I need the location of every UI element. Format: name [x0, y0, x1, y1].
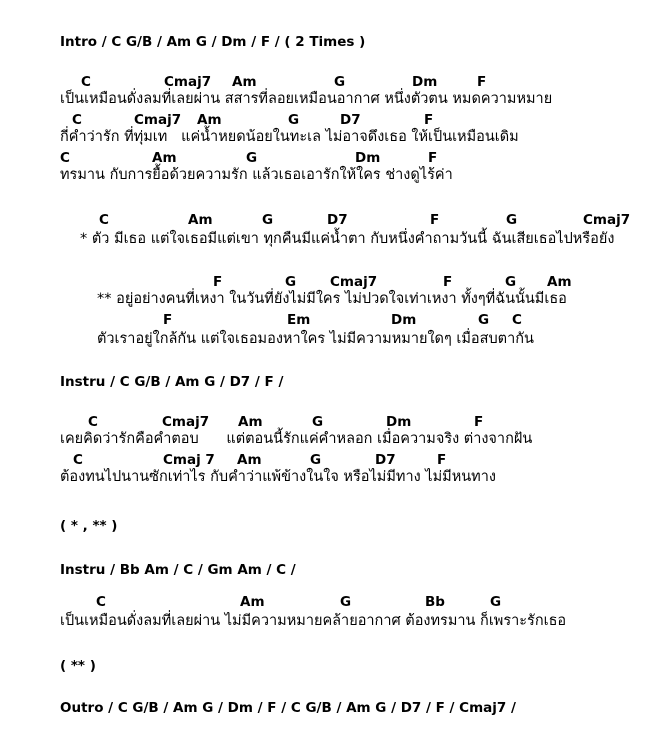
chord-label: Am	[240, 594, 265, 610]
chord-label: F	[430, 212, 440, 228]
lyric-line: ตัวเราอยู่ใกล้กัน แต่ใจเธอมองหาใคร ไม่มีความหมายใดๆ เมื่อสบตากัน	[97, 331, 534, 347]
repeat-marker: ( ** )	[60, 658, 96, 674]
chord-row	[0, 594, 670, 610]
lyric-line: ** อยู่อย่างคนที่เหงา ในวันที่ยังไม่มีใคร ไม่ปวดใจเท่าเหงา ทั้งๆที่ฉันนั้นมีเธอ	[97, 291, 567, 307]
chord-label: F	[163, 312, 173, 328]
chord-label: G	[262, 212, 274, 228]
chord-label: Dm	[412, 74, 438, 90]
chord-label: C	[81, 74, 91, 90]
section-progression: / C G/B / Am G / Dm / F / C G/B / Am G / D7 / F / Cmaj7 /	[103, 700, 516, 716]
lyric-line: เป็นเหมือนดั่งลมที่เลยผ่าน ไม่มีความหมายคล้ายอากาศ ต้องทรมาน ก็เพราะรักเธอ	[60, 613, 567, 629]
chord-label: Em	[287, 312, 311, 328]
chord-label: G	[490, 594, 502, 610]
chord-label: C	[72, 112, 82, 128]
chord-row	[0, 150, 670, 166]
section-progression: / Bb Am / C / Gm Am / C /	[105, 562, 296, 578]
chord-label: Cmaj 7	[163, 452, 215, 468]
lyric-line: ต้องทนไปนานซักเท่าไร กับคำว่าแพ้ข้างในใจ หรือไม่มีทาง ไม่มีหนทาง	[60, 469, 496, 485]
lyric-line: เคยคิดว่ารักคือคำตอบ แต่ตอนนี้รักแค่คำหลอก เมื่อความจริง ต่างจากฝัน	[60, 431, 533, 447]
section-label: Intro	[60, 34, 98, 50]
chord-row	[0, 452, 670, 468]
chord-label: G	[312, 414, 324, 430]
chord-label: C	[73, 452, 83, 468]
section-label: Instru	[60, 374, 106, 390]
chord-label: Bb	[425, 594, 445, 610]
chord-label: Am	[197, 112, 222, 128]
chord-label: Am	[188, 212, 213, 228]
chord-label: F	[213, 274, 223, 290]
chord-label: C	[512, 312, 522, 328]
chord-label: G	[334, 74, 346, 90]
lyric-line: กี่คำว่ารัก ที่ทุ่มเท แค่น้ำหยดน้อยในทะเล ไม่อาจดึงเธอ ให้เป็นเหมือนเดิม	[60, 129, 519, 145]
section-label: Instru	[60, 562, 106, 578]
chord-label: G	[340, 594, 352, 610]
chord-label: D7	[340, 112, 361, 128]
chord-label: F	[443, 274, 453, 290]
chord-row	[0, 274, 670, 290]
chord-label: Dm	[391, 312, 417, 328]
section-header	[60, 374, 283, 390]
section-header	[60, 34, 365, 50]
chord-label: Cmaj7	[583, 212, 631, 228]
chord-row	[0, 414, 670, 430]
chord-label: G	[505, 274, 517, 290]
chord-row	[0, 112, 670, 128]
chord-label: G	[288, 112, 300, 128]
section-header	[60, 700, 516, 716]
repeat-marker: ( * , ** )	[60, 518, 118, 534]
chord-label: D7	[327, 212, 348, 228]
chord-label: F	[474, 414, 484, 430]
chord-row	[0, 212, 670, 228]
chord-label: Cmaj7	[164, 74, 212, 90]
chord-label: Cmaj7	[162, 414, 210, 430]
chord-label: Am	[152, 150, 177, 166]
chord-label: F	[424, 112, 434, 128]
chord-label: Cmaj7	[134, 112, 182, 128]
chord-row	[0, 74, 670, 90]
chord-label: G	[478, 312, 490, 328]
chord-label: Cmaj7	[330, 274, 378, 290]
chord-label: Am	[237, 452, 262, 468]
section-header	[60, 562, 296, 578]
lyric-line: เป็นเหมือนดั่งลมที่เลยผ่าน สสารที่ลอยเหมือนอากาศ หนึ่งตัวตน หมดความหมาย	[60, 91, 553, 107]
section-label: Outro	[60, 700, 104, 716]
chord-label: D7	[375, 452, 396, 468]
chord-label: Am	[232, 74, 257, 90]
chord-label: G	[310, 452, 322, 468]
chord-label: C	[99, 212, 109, 228]
section-progression: / C G/B / Am G / Dm / F / ( 2 Times )	[97, 34, 366, 50]
chord-label: C	[60, 150, 70, 166]
lyric-line: * ตัว มีเธอ แต่ใจเธอมีแต่เขา ทุกคืนมีแค่น้ำตา กับหนึ่งคำถามวันนี้ ฉันเสียเธอไปหรือยัง	[80, 231, 615, 247]
lyric-line: ทรมาน กับการยื้อด้วยความรัก แล้วเธอเอารักให้ใคร ช่างดูไร้ค่า	[60, 167, 453, 183]
chord-label: Am	[547, 274, 572, 290]
chord-label: Dm	[386, 414, 412, 430]
chord-label: Am	[238, 414, 263, 430]
chord-label: F	[428, 150, 438, 166]
section-progression: / C G/B / Am G / D7 / F /	[105, 374, 284, 390]
chord-label: C	[96, 594, 106, 610]
chord-label: G	[506, 212, 518, 228]
chord-label: G	[246, 150, 258, 166]
chord-label: C	[88, 414, 98, 430]
chord-label: F	[437, 452, 447, 468]
chord-label: F	[477, 74, 487, 90]
chord-label: Dm	[355, 150, 381, 166]
chord-row	[0, 312, 670, 328]
chord-label: G	[285, 274, 297, 290]
